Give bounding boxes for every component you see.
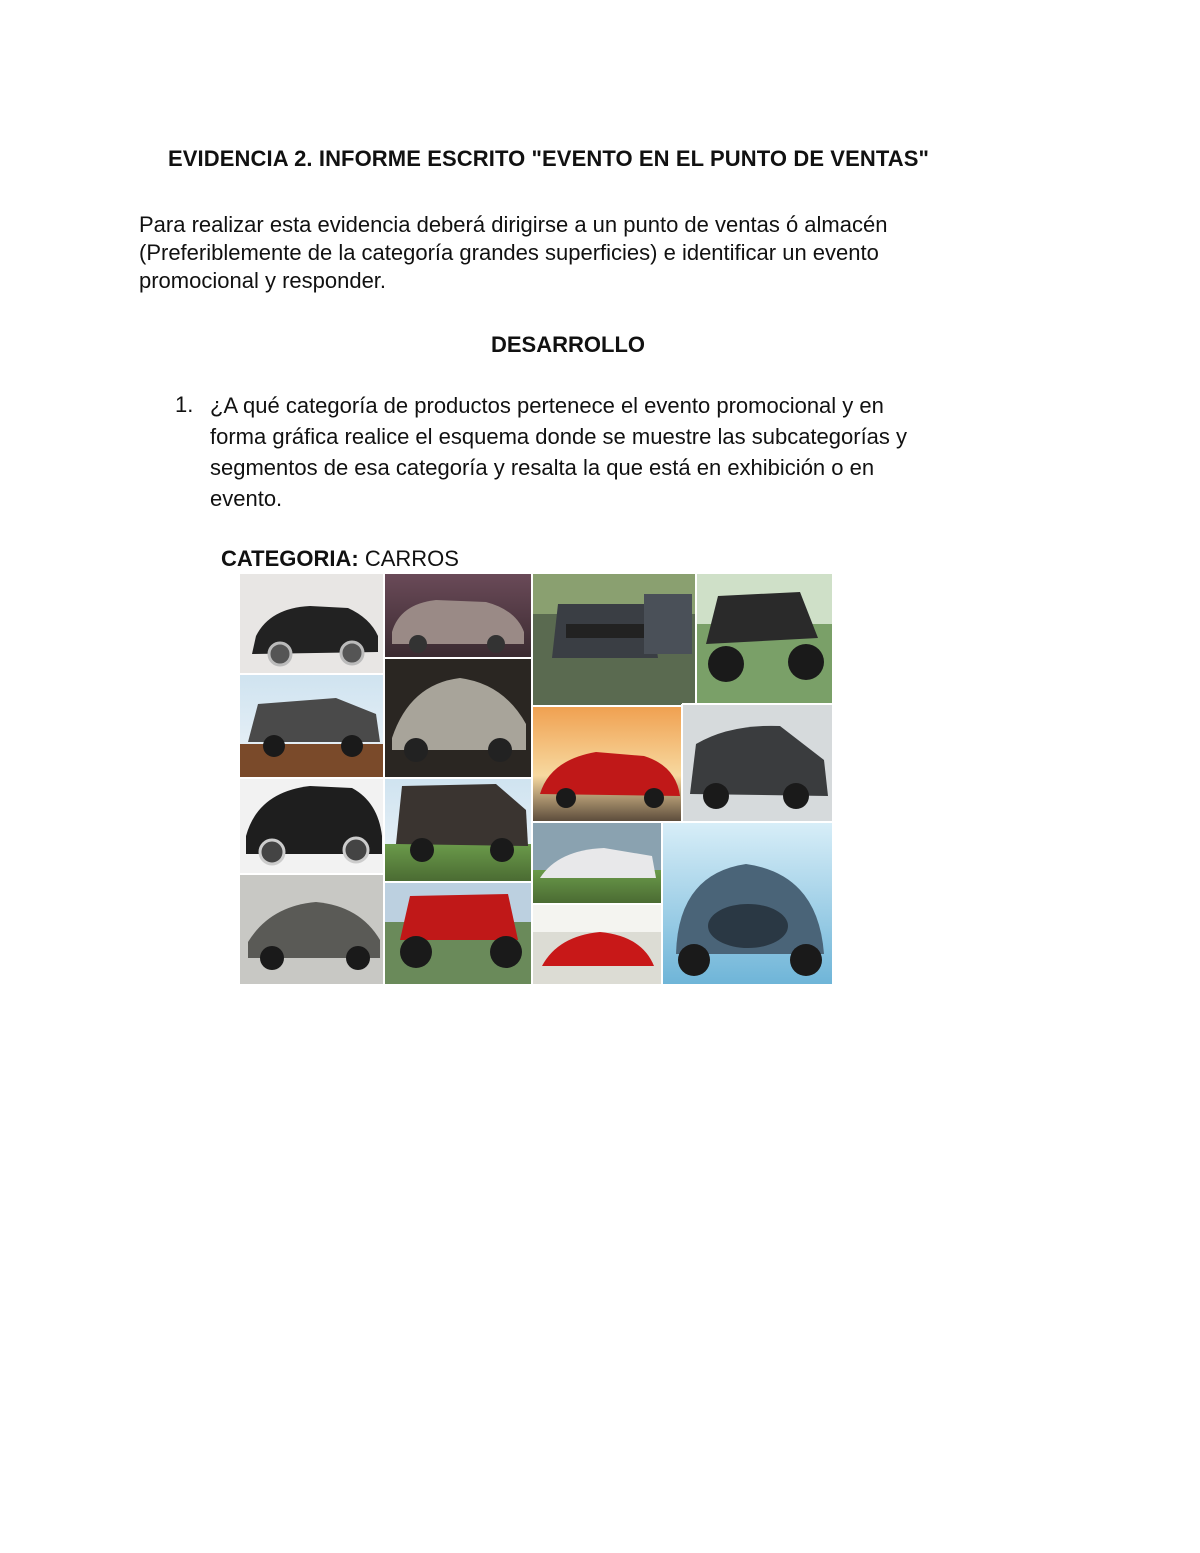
- car-collage-image: [240, 574, 832, 984]
- collage-tile: [384, 574, 532, 658]
- collage-tile: [384, 658, 532, 778]
- intro-paragraph: [139, 211, 979, 295]
- category-line: [221, 546, 459, 572]
- question-number: 1.: [175, 392, 194, 417]
- question-text: [210, 390, 990, 514]
- intro-line: (Preferiblemente de la categoría grandes superficies) e identificar un evento: [139, 240, 879, 265]
- category-value: CARROS: [364, 546, 459, 571]
- question-line: evento.: [210, 486, 283, 511]
- collage-tile: [696, 574, 832, 704]
- collage-tile: [240, 874, 384, 984]
- collage-tile: [662, 822, 832, 984]
- collage-tile: [384, 778, 532, 882]
- category-label: CATEGORIA:: [221, 546, 359, 571]
- collage-tile: [532, 822, 662, 904]
- collage-tile: [384, 882, 532, 984]
- collage-tile: [240, 778, 384, 874]
- collage-tile: [532, 574, 696, 706]
- collage-tile: [682, 704, 832, 822]
- question-line: ¿A qué categoría de productos pertenece el evento promocional y en: [210, 393, 884, 418]
- collage-tile: [240, 674, 384, 778]
- intro-line: Para realizar esta evidencia deberá dirigirse a un punto de ventas ó almacén: [139, 212, 888, 237]
- collage-tile: [532, 706, 682, 822]
- document-title: EVIDENCIA 2. INFORME ESCRITO "EVENTO EN EL PUNTO DE VENTAS": [168, 146, 930, 171]
- collage-tile: [532, 904, 662, 984]
- collage-tile: [240, 574, 384, 674]
- section-heading: DESARROLLO: [491, 332, 645, 357]
- intro-line: promocional y responder.: [139, 268, 387, 293]
- question-line: forma gráfica realice el esquema donde se muestre las subcategorías y: [210, 424, 908, 449]
- question-line: segmentos de esa categoría y resalta la que está en exhibición o en: [210, 455, 875, 480]
